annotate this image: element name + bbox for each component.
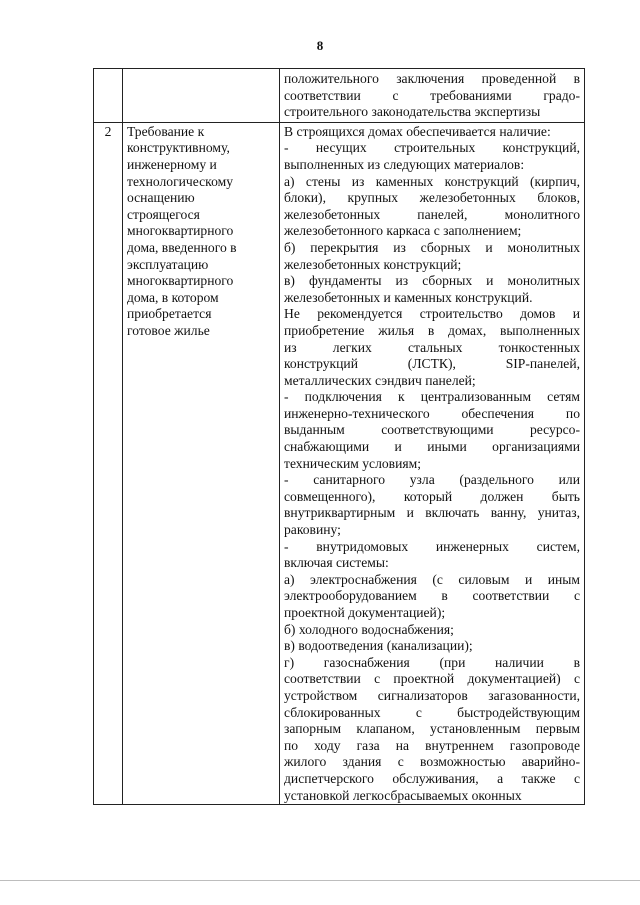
paragraph [284, 174, 580, 240]
text-line: железобетонных панелей, монолитного [284, 206, 580, 222]
text-line: - внутридомовых инженерных систем, [284, 538, 580, 554]
text-line: соответствии с проектной документацией) с [284, 671, 580, 687]
requirement-line: технологическому [127, 173, 234, 189]
text-line: из легких стальных тонкостенных [284, 339, 580, 355]
paragraph [284, 472, 580, 538]
requirement-line: строящегося [127, 206, 200, 222]
text-line: устройством сигнализаторов загазованности, [284, 687, 580, 703]
paragraph [284, 389, 580, 472]
paragraph [284, 124, 580, 141]
text-line: г) газоснабжения (при наличии в [284, 654, 580, 670]
requirements-table [93, 68, 585, 805]
text-line: железобетонных и каменных конструкций. [284, 289, 533, 305]
text-line: строительного законодательства экспертизы [284, 104, 541, 120]
text-line: - санитарного узла (раздельного или [284, 472, 580, 488]
paragraph [284, 539, 580, 572]
table-row [94, 122, 585, 804]
requirement-line: многоквартирного [127, 273, 234, 289]
paragraph [284, 140, 580, 173]
cell-number-empty [94, 69, 123, 123]
text-line: жилого здания с возможностью аварийно- [284, 754, 580, 770]
text-line: снабжающими и иными организациями [284, 439, 580, 455]
requirement-line: готовое жилье [127, 322, 210, 338]
text-line: инженерно-технического обеспечения по [284, 405, 580, 421]
text-line: диспетчерского обслуживания, а также с [284, 770, 580, 786]
paragraph [284, 572, 580, 622]
paragraph [284, 273, 580, 306]
text-line: выданным соответствующими ресурсо- [284, 422, 580, 438]
text-line: соответствии с требованиями градо- [284, 87, 580, 103]
requirement-line: оснащению [127, 190, 195, 206]
text-line: приобретение жилья в домах, выполненных [284, 322, 580, 338]
text-line: металлических сэндвич панелей; [284, 372, 476, 388]
text-line: - несущих строительных конструкций, [284, 140, 580, 156]
text-line: блоки), крупных железобетонных блоков, [284, 190, 580, 206]
requirement-line: приобретается [127, 306, 212, 322]
text-line: проектной документацией); [284, 605, 446, 620]
text-line: конструкций (ЛСТК), SIP-панелей, [284, 356, 580, 372]
table-row-continuation [94, 69, 585, 123]
requirement-line: многоквартирного [127, 223, 234, 239]
paragraph [284, 655, 580, 804]
text-line: Не рекомендуется строительство домов и [284, 306, 580, 322]
text-line: положительного заключения проведенной в [284, 71, 580, 86]
text-line: запорным клапаном, установленным первым [284, 721, 580, 737]
text-line: электрооборудованием в соответствии с [284, 588, 580, 604]
text-line: по ходу газа на внутреннем газопроводе [284, 737, 580, 753]
text-line: совмещенного), который должен быть [284, 488, 580, 504]
text-line: б) холодного водоснабжения; [284, 621, 454, 637]
cell-requirement-empty [123, 69, 280, 123]
text-line: техническим условиям; [284, 455, 421, 471]
text-line: внутриквартирным и включать ванну, унитаз, [284, 505, 580, 521]
requirement-line: инженерному и [127, 156, 217, 172]
requirement-line: эксплуатацию [127, 256, 209, 272]
paragraph [284, 306, 580, 389]
requirement-title [123, 122, 280, 804]
text-line: - подключения к централизованным сетям [284, 389, 580, 405]
text-line: железобетонного каркаса с заполнением; [284, 223, 522, 239]
paragraph [284, 240, 580, 273]
text-line: сблокированных с быстродействующим [284, 704, 580, 720]
text-line: раковину; [284, 522, 341, 538]
text-line: установкой легкосбрасываемых оконных [284, 787, 522, 803]
paragraph [284, 622, 580, 639]
requirement-line: дома, в котором [127, 289, 219, 305]
text-line: включая системы: [284, 555, 389, 571]
text-line: в) водоотведения (канализации); [284, 638, 473, 654]
requirement-line: конструктивному, [127, 140, 230, 156]
text-line: б) перекрытия из сборных и монолитных [284, 239, 580, 255]
requirement-line: Требование к [127, 123, 205, 139]
requirement-line: дома, введенного в [127, 239, 237, 255]
page-number: 8 [316, 38, 324, 53]
cell-continuation-text [280, 69, 585, 123]
text-line: В строящихся домах обеспечивается наличие: [284, 123, 551, 139]
requirement-content [280, 122, 585, 804]
text-line: в) фундаменты из сборных и монолитных [284, 273, 580, 289]
text-line: выполненных из следующих материалов: [284, 156, 525, 172]
text-line: а) электроснабжения (с силовым и иным [284, 571, 580, 587]
row-number: 2 [94, 122, 123, 804]
text-line: железобетонных конструкций; [284, 256, 462, 272]
text-line: а) стены из каменных конструкций (кирпич, [284, 173, 580, 189]
paragraph [284, 638, 580, 655]
page-bottom-line [0, 880, 640, 881]
